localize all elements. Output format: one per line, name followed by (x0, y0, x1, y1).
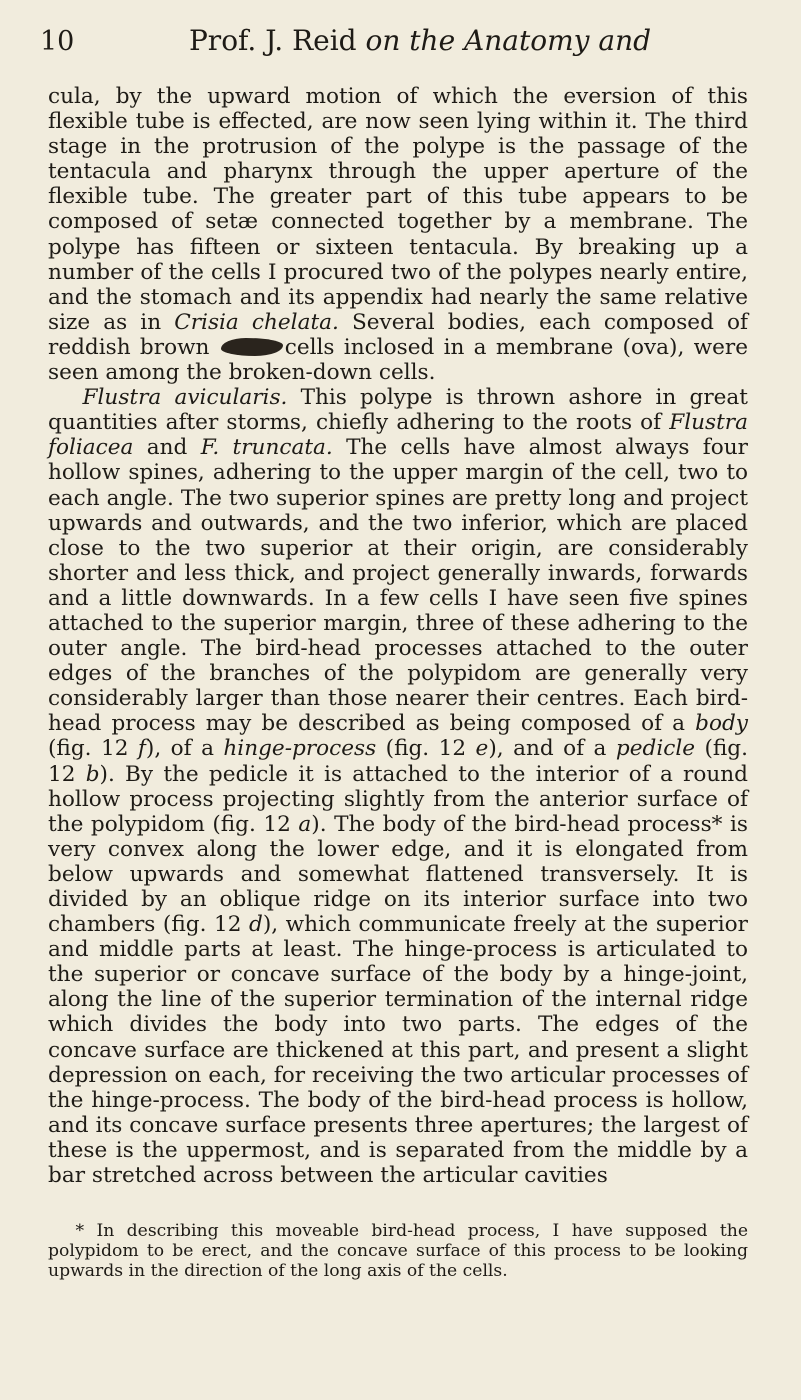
body-text (48, 84, 748, 1188)
italic-run: Flustra foliacea (48, 410, 748, 461)
paragraph-1 (48, 84, 748, 385)
text-run: Several bodies, each composed of reddish brown (48, 309, 748, 360)
text-run: ), of a (145, 736, 224, 762)
paragraph-2 (48, 385, 748, 1188)
italic-run: hinge-process (223, 736, 377, 762)
text-run: (fig. 12 (48, 736, 748, 787)
italic-run: Crisia chelata. (174, 309, 339, 335)
italic-run: body (695, 711, 748, 737)
text-run: ), and of a (488, 736, 616, 762)
italic-run: d (249, 912, 263, 938)
text-run: cula, by the upward motion of which the eversion of this flexible tube is effected, are now seen lying within it. The third stage in the protrusion of the polype is the passage of the tentacula and pharynx through the upper aperture of the flexible tube. The greater part of this tube appears to be composed of setæ connected together by a membrane. The polype has fifteen or sixteen tentacula. By breaking up a number of the cells I procured two of the polypes nearly entire, and the stomach and its appendix had nearly the same relative size as in (48, 84, 748, 335)
running-title (40, 24, 760, 57)
page-header (40, 16, 760, 72)
ink-blot (221, 338, 283, 356)
text-run: This polype is thrown ashore in great quantities after storms, chiefly adhering to the roots of (48, 385, 748, 436)
running-title-author: Prof. J. Reid (188, 24, 366, 57)
italic-run: F. truncata. (200, 435, 333, 461)
text-run: ). The body of the bird-head process* is very convex along the lower edge, and it is elongated from below upwards and somewhat flattened transversely. It is divided by an oblique ridge on its interior surface into two chambers (fig. 12 (48, 811, 748, 938)
italic-run: e (475, 736, 489, 762)
running-title-subject: on the Anatomy and (365, 24, 652, 57)
footnote: * In describing this moveable bird-head process, I have supposed the polypidom to be erect, and the concave surface of this process to be looking upwards in the direction of the long axis of the cells. (48, 1221, 748, 1282)
page-number: 10 (40, 26, 75, 57)
text-run: cells inclosed in a membrane (ova), were seen among the broken-down cells. (48, 334, 748, 386)
text-run: The cells have almost always four hollow spines, adhering to the upper margin of the cell, two to each angle. The two superior spines are pretty long and project upwards and outwards, and the two inferior, which are placed close to the two superior at their origin, are considerably shorter and less thick, and project generally inwards, forwards and a little downwards. In a few cells I have seen five spines attached to the superior margin, three of these adhering to the outer angle. The bird-head processes attached to the outer edges of the branches of the polypidom are generally very considerably larger than those nearer their centres. Each bird-head process may be described as being composed of a (48, 435, 748, 737)
text-run: and (133, 435, 201, 461)
species-name: Flustra avicularis. (82, 385, 288, 411)
italic-run: b (85, 761, 100, 787)
italic-run: f (137, 736, 146, 762)
italic-run: pedicle (615, 736, 696, 762)
italic-run: a (298, 811, 312, 837)
text-run: ), which communicate freely at the superior and middle parts at least. The hinge-process is articulated to the superior or concave surface of the body by a hinge-joint, along the line of the superior termination of the internal ridge which divides the body into two parts. The edges of the concave surface are thickened at this part, and present a slight depression on each, for receiving the two articular processes of the hinge-process. The body of the bird-head process is hollow, and its concave surface presents three apertures; the largest of these is the uppermost, and is separated from the middle by a bar stretched across between the articular cavities (48, 912, 748, 1189)
text-run: (fig. 12 (48, 736, 138, 762)
text-run: (fig. 12 (376, 736, 476, 762)
text-run: ). By the pedicle it is attached to the interior of a round hollow process projecting slightly from the anterior surface of the polypidom (fig. 12 (48, 761, 748, 837)
